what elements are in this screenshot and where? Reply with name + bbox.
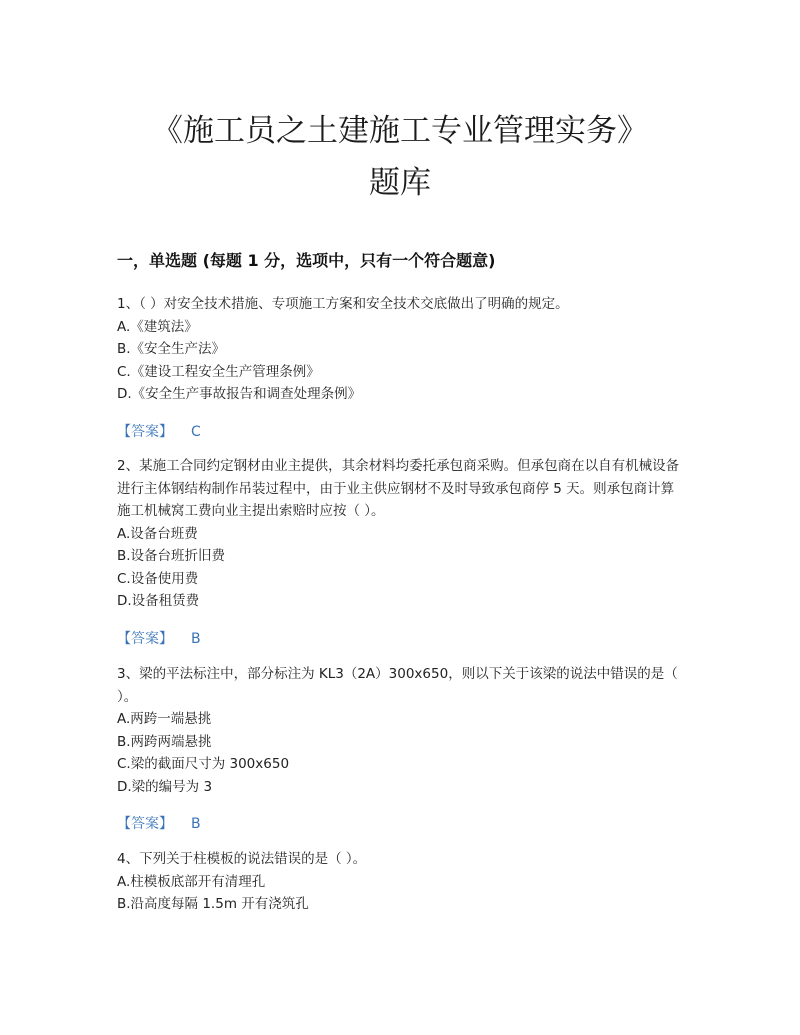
option-a: A.设备台班费 [117,525,198,542]
option-a: A.柱模板底部开有清理孔 [117,873,266,890]
option-d: D.设备租赁费 [117,593,200,609]
option-c: C.设备使用费 [117,570,199,587]
answer-label: 【答案】 [117,424,173,440]
question-1 [117,293,687,406]
answer-label: 【答案】 [117,816,173,832]
option-a: A.两跨一端悬挑 [117,711,212,727]
question-4 [117,848,687,916]
question-3 [117,663,687,798]
option-c: C.《建设工程安全生产管理条例》 [117,363,320,380]
document-title-line1: 《施工员之土建施工专业管理实务》 [152,113,648,149]
document-title-line2: 题库 [369,165,431,201]
question-2 [117,455,687,613]
option-b: B.两跨两端悬挑 [117,733,212,750]
answer-label: 【答案】 [117,631,173,647]
option-d: D.《安全生产事故报告和调查处理条例》 [117,386,362,402]
question-stem: 4、下列关于柱模板的说法错误的是（ ）。 [117,851,367,867]
answer-2 [117,628,201,648]
option-a: A.《建筑法》 [117,318,198,335]
option-b: B.设备台班折旧费 [117,548,226,564]
question-stem: 3、梁的平法标注中，部分标注为 KL3（2A）300x650，则以下关于该梁的说法中错误的是（ ）。 [117,666,678,705]
option-c: C.梁的截面尺寸为 300x650 [117,756,290,772]
option-b: B.沿高度每隔 1.5m 开有浇筑孔 [117,896,309,912]
answer-value: B [191,631,201,647]
answer-value: B [191,816,201,832]
section-heading: 一，单选题 (每题 1 分，选项中，只有一个符合题意) [117,251,496,270]
option-b: B.《安全生产法》 [117,341,226,357]
answer-1 [117,421,201,441]
answer-value: C [191,424,201,440]
answer-3 [117,813,201,833]
option-d: D.梁的编号为 3 [117,778,213,795]
question-stem: 2、某施工合同约定钢材由业主提供，其余材料均委托承包商采购。但承包商在以自有机械设备进行主体钢结构制作吊装过程中，由于业主供应钢材不及时导致承包商停 5 天。则承包商计算施工机械窝工费向业主提出索赔时应按（ ）。 [117,458,680,519]
question-stem: 1、（ ）对安全技术措施、专项施工方案和安全技术交底做出了明确的规定。 [117,296,569,312]
